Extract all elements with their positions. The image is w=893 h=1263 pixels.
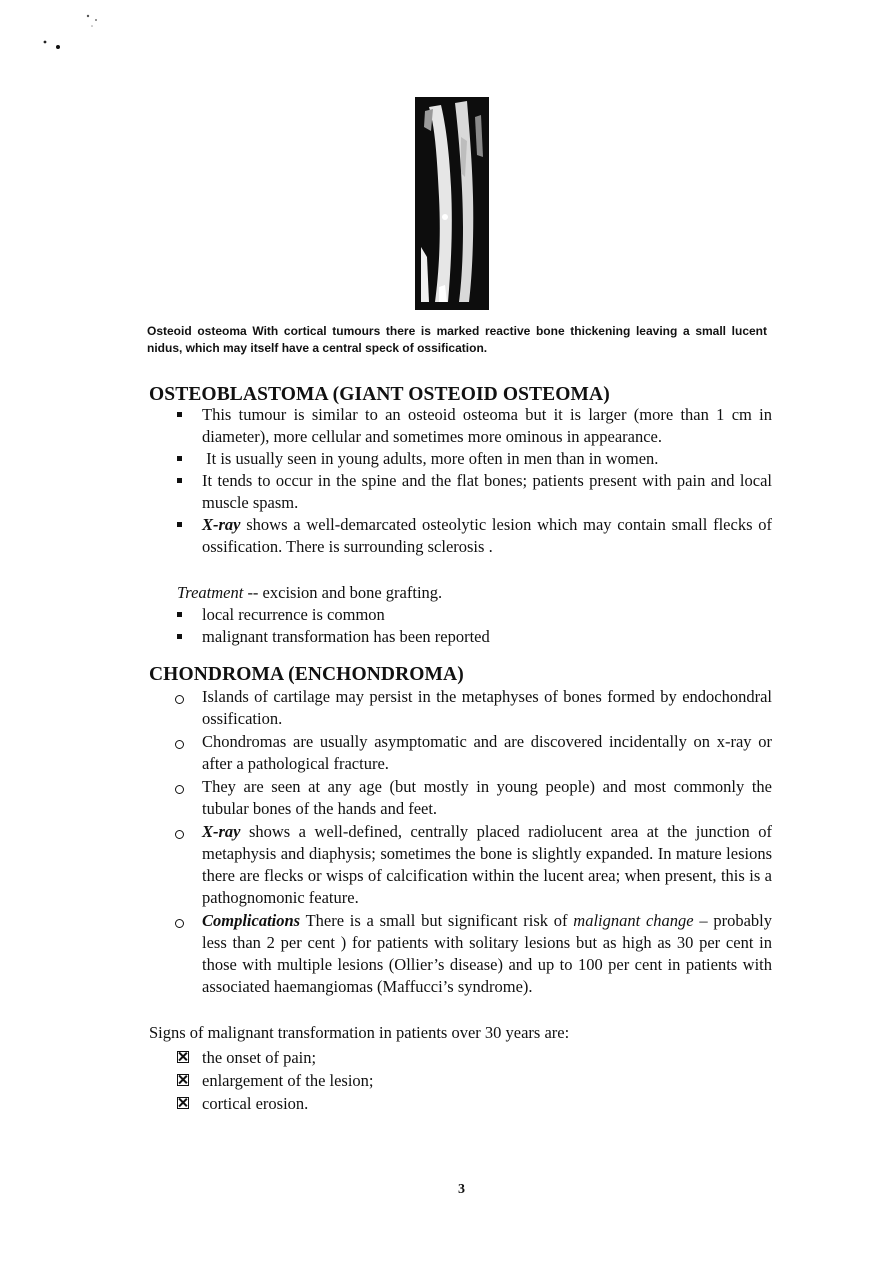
figure-caption [147, 323, 767, 357]
signs-list [175, 1046, 374, 1115]
osteoid-osteoma-xray-image [415, 97, 489, 310]
list-item: It is usually seen in young adults, more often in men than in women. [172, 448, 772, 470]
scan-specks [40, 10, 120, 60]
osteoblastoma-bullet-list [172, 404, 772, 558]
treatment-text: -- excision and bone grafting. [247, 583, 443, 602]
list-item: malignant transformation has been reported [172, 626, 772, 648]
list-item: Islands of cartilage may persist in the metaphyses of bones formed by endochondral ossification. [172, 686, 772, 730]
checkbox-x-icon [177, 1051, 189, 1063]
list-item: enlargement of the lesion; [175, 1069, 374, 1092]
xray-lead: X-ray [202, 822, 241, 841]
list-item: This tumour is similar to an osteoid osteoma but it is larger (more than 1 cm in diameter), more cellular and sometimes more ominous in appearance. [172, 404, 772, 448]
complications-lead: Complications [202, 911, 301, 930]
list-item: the onset of pain; [175, 1046, 374, 1069]
xray-lead: X-ray [202, 515, 241, 534]
list-item: Complications There is a small but significant risk of malignant change – probably less than 2 per cent ) for patients with solitary lesions but as high as 30 per cent in those with multiple lesions (Ollier’s disease) and up to 100 per cent in patients with associated haemangiomas (Maffucci’s syndrome). [172, 910, 772, 998]
list-item: They are seen at any age (but mostly in young people) and most commonly the tubular bones of the hands and feet. [172, 776, 772, 820]
malignant-change-emphasis: malignant change [573, 911, 694, 930]
chondroma-section [172, 686, 772, 999]
checkbox-x-icon [177, 1074, 189, 1086]
page-number: 3 [458, 1182, 465, 1197]
chondroma-heading: CHONDROMA (ENCHONDROMA) [149, 664, 464, 685]
caption-label: Osteoid osteoma [147, 324, 247, 338]
list-item: cortical erosion. [175, 1092, 374, 1115]
list-item: It tends to occur in the spine and the flat bones; patients present with pain and local muscle spasm. [172, 470, 772, 514]
osteoblastoma-heading: OSTEOBLASTOMA (GIANT OSTEOID OSTEOMA) [149, 384, 610, 405]
caption-text: With cortical tumours there is marked reactive bone thickening leaving a small lucent nidus, which may itself have a central speck of ossification. [147, 324, 767, 355]
list-item: local recurrence is common [172, 604, 772, 626]
treatment-bullet-list [172, 604, 772, 648]
list-item: Chondromas are usually asymptomatic and are discovered incidentally on x-ray or after a pathological fracture. [172, 731, 772, 775]
osteoblastoma-section [172, 404, 772, 558]
chondroma-bullet-list [172, 686, 772, 998]
checkbox-x-icon [177, 1097, 189, 1109]
signs-intro: Signs of malignant transformation in patients over 30 years are: [149, 1023, 570, 1042]
list-item: X-ray shows a well-defined, centrally placed radiolucent area at the junction of metaphysis and diaphysis; sometimes the bone is slightly expanded. In mature lesions there are flecks or wisps of calcification within the lucent area; when present, this is a pathognomonic feature. [172, 821, 772, 909]
osteoblastoma-treatment [172, 582, 772, 648]
list-item: X-ray shows a well-demarcated osteolytic lesion which may contain small flecks of ossification. There is surrounding sclerosis . [172, 514, 772, 558]
treatment-line [172, 582, 772, 604]
treatment-label: Treatment [177, 583, 244, 602]
